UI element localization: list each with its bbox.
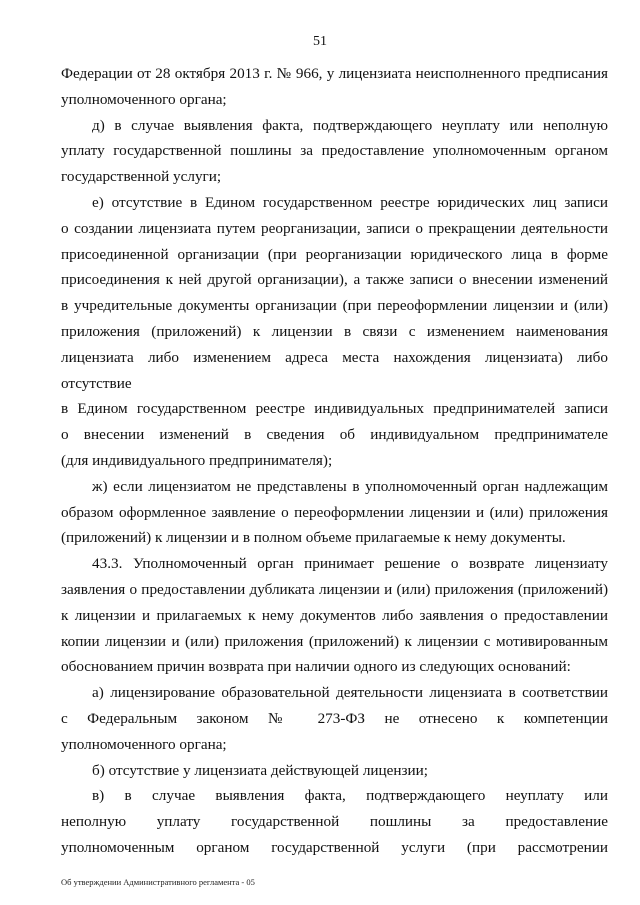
text-line: уполномоченного органа; <box>61 735 227 753</box>
page-footer: Об утверждении Административного регламента - 05 <box>61 877 255 887</box>
text-line: в учредительные документы организации (при переоформлении лицензии и (или) <box>61 297 608 315</box>
page-number: 51 <box>313 34 327 49</box>
text-line: (для индивидуального предпринимателя); <box>61 451 333 469</box>
text-line: д) в случае выявления факта, подтверждающего неуплату или неполную <box>92 116 608 134</box>
text-line: приложения (приложений) к лицензии в связи с изменением наименования <box>61 322 608 340</box>
text-line: б) отсутствие у лицензиата действующей лицензии; <box>92 761 429 779</box>
text-line: копии лицензии и (или) приложения (приложений) к лицензии с мотивированным <box>61 632 608 650</box>
text-line: уполномоченного органа; <box>61 90 227 108</box>
text-line: уплату государственной пошлины за предоставление уполномоченным органом <box>61 142 608 160</box>
text-line: о создании лицензиата путем реорганизации, записи о прекращении деятельности <box>61 219 608 237</box>
text-line: присоединенной организации (при реорганизации юридического лица в форме <box>61 245 608 263</box>
text-line: образом оформленное заявление о переоформлении лицензии и (или) приложения <box>61 503 608 521</box>
text-line: обоснованием причин возврата при наличии одного из следующих оснований: <box>61 658 571 676</box>
text-line: о внесении изменений в сведения об индивидуальном предпринимателе <box>61 426 608 444</box>
text-line: а) лицензирование образовательной деятельности лицензиата в соответствии <box>92 684 608 702</box>
document-body <box>61 61 608 861</box>
text-line: ж) если лицензиатом не представлены в уполномоченный орган надлежащим <box>92 477 608 495</box>
text-line: лицензиата либо изменением адреса места нахождения лицензиата) либо отсутствие <box>61 348 608 392</box>
text-line: государственной услуги; <box>61 168 222 186</box>
text-line: уполномоченным органом государственной услуги (при рассмотрении <box>61 838 608 856</box>
text-line: заявления о предоставлении дубликата лицензии и (или) приложения (приложений) <box>61 580 608 598</box>
text-line: 43.3. Уполномоченный орган принимает решение о возврате лицензиату <box>92 555 608 573</box>
text-line: Федерации от 28 октября 2013 г. № 966, у лицензиата неисполненного предписания <box>61 65 608 82</box>
text-line: (приложений) к лицензии и в полном объеме прилагаемые к нему документы. <box>61 529 566 547</box>
text-line: неполную уплату государственной пошлины за предоставление <box>61 813 608 831</box>
text-line: с Федеральным законом № 273-ФЗ не отнесено к компетенции <box>61 709 608 727</box>
text-line: е) отсутствие в Едином государственном реестре юридических лиц записи <box>92 193 608 211</box>
text-line: к лицензии и прилагаемых к нему документов либо заявления о предоставлении <box>61 606 608 624</box>
text-line: в) в случае выявления факта, подтверждающего неуплату или <box>92 787 608 805</box>
text-line: в Едином государственном реестре индивидуальных предпринимателей записи <box>61 400 608 418</box>
text-line: присоединения к ней другой организации), а также записи о внесении изменений <box>61 271 608 289</box>
